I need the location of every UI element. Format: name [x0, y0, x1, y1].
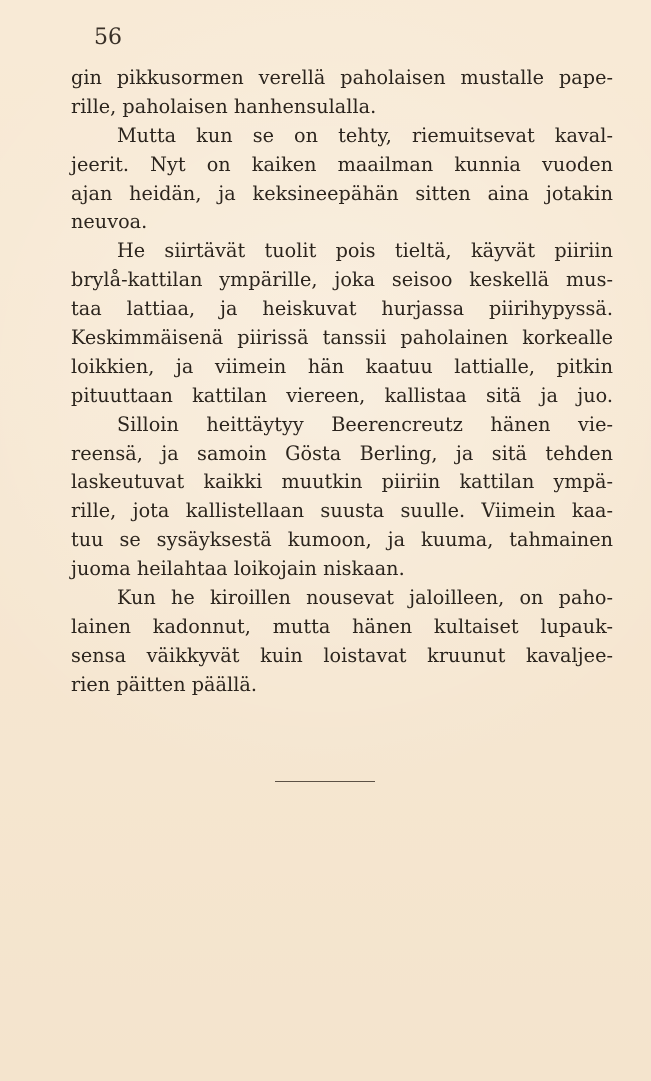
- text-line: rille, paholaisen hanhensulalla.: [71, 94, 377, 118]
- text-line: neuvoa.: [71, 210, 148, 234]
- page-number: 56: [94, 25, 122, 50]
- text-line: He siirtävät tuolit pois tieltä, käyvät piiriin: [117, 239, 613, 263]
- text-line: loikkien, ja viimein hän kaatuu lattialle, pitkin: [71, 354, 613, 378]
- text-line: rien päitten päällä.: [71, 672, 257, 696]
- text-line: lainen kadonnut, mutta hänen kultaiset lupauk-: [71, 614, 613, 638]
- text-line: Keskimmäisenä piirissä tanssii paholainen korkealle: [71, 326, 613, 350]
- body-text: [71, 64, 613, 700]
- text-line: pituuttaan kattilan viereen, kallistaa sitä ja juo.: [71, 383, 613, 407]
- text-line: reensä, ja samoin Gösta Berling, ja sitä tehden: [71, 441, 613, 465]
- text-line: sensa väikkyvät kuin loistavat kruunut kavaljee-: [71, 643, 613, 667]
- text-line: tuu se sysäyksestä kumoon, ja kuuma, tahmainen: [71, 528, 613, 552]
- text-line: rille, jota kallistellaan suusta suulle. Viimein kaa-: [71, 499, 613, 523]
- text-line: jeerit. Nyt on kaiken maailman kunnia vuoden: [71, 152, 613, 176]
- text-line: brylå-kattilan ympärille, joka seisoo keskellä mus-: [71, 268, 613, 292]
- section-divider: [275, 781, 375, 782]
- text-line: laskeutuvat kaikki muutkin piiriin kattilan ympä-: [71, 470, 613, 494]
- text-line: juoma heilahtaa loikojain niskaan.: [71, 557, 405, 581]
- text-line: Kun he kiroillen nousevat jaloilleen, on paho-: [117, 586, 613, 610]
- text-line: taa lattiaa, ja heiskuvat hurjassa piirihypyssä.: [71, 297, 613, 321]
- text-line: gin pikkusormen verellä paholaisen mustalle pape-: [71, 66, 613, 89]
- text-line: ajan heidän, ja keksineepähän sitten aina jotakin: [71, 181, 613, 205]
- text-line: Mutta kun se on tehty, riemuitsevat kaval-: [117, 123, 613, 147]
- text-line: Silloin heittäytyy Beerencreutz hänen vie-: [117, 412, 613, 436]
